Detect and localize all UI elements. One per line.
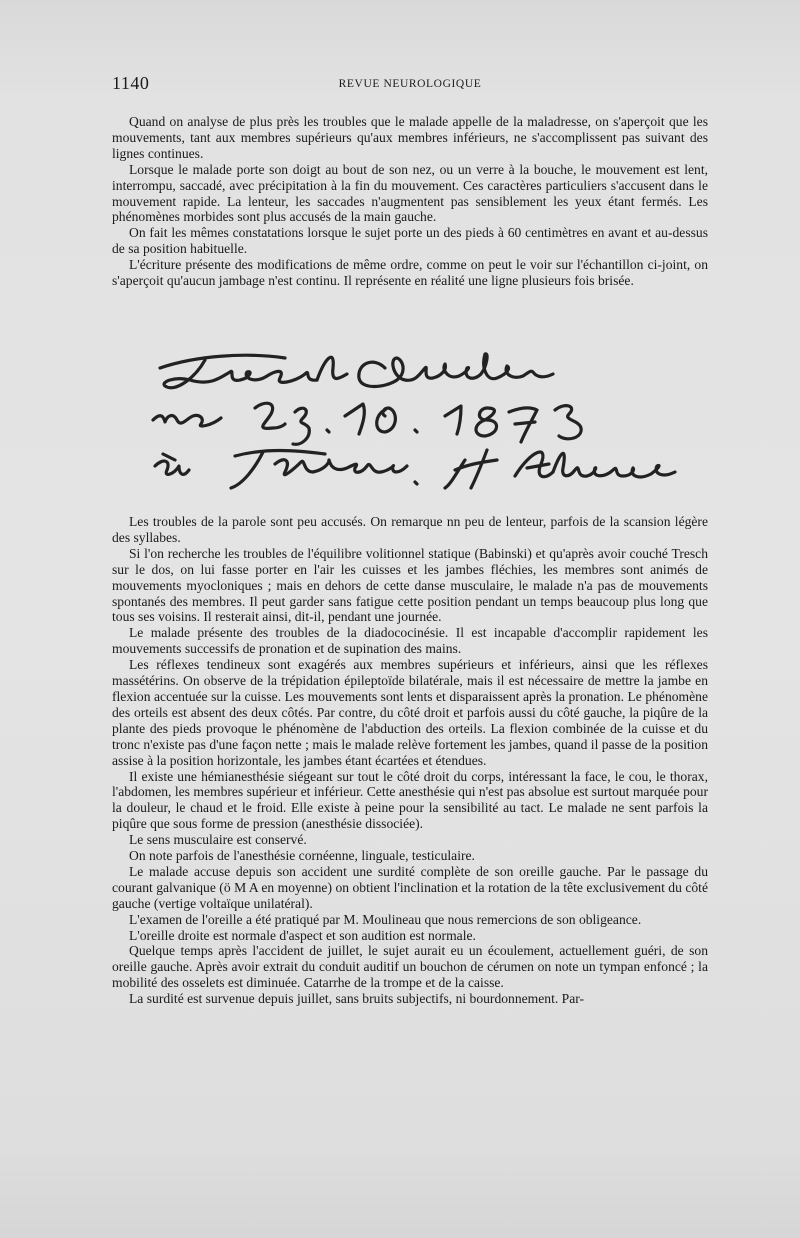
page-number: 1140	[112, 73, 150, 93]
paragraph: Il existe une hémianesthésie siégeant sur tout le côté droit du corps, intéressant la face, le cou, le thorax, l'abdomen, les membres supérieur et inférieur. Cette anesthésie qui n'est pas absolue est surtout marquée pour la douleur, le chaud et le froid. Elle existe à peine pour la sensibilité au tact. Le malade ne sent parfois la piqûre que sous forme de pression (anesthésie dissociée).	[112, 768, 708, 832]
paragraph: Si l'on recherche les troubles de l'équilibre volitionnel statique (Babinski) et qu'après avoir couché Tresch sur le dos, on lui fasse porter en l'air les cuisses et les jambes fléchies, les membres sont animés de mouvements myocloniques ; mais en dehors de cette danse musculaire, le malade n'a pas de mouvements spontanés des membres. Il peut garder sans fatigue cette position pendant un temps beaucoup plus long que tous ses voisins. Il resterait ainsi, dit-il, pendant une journée.	[112, 545, 708, 625]
handwriting-image	[135, 338, 695, 508]
paragraph: Les troubles de la parole sont peu accusés. On remarque nn peu de lenteur, parfois de la scansion légère des syllabes.	[112, 514, 708, 545]
paragraph: Le sens musculaire est conservé.	[129, 832, 307, 848]
paragraph: Quelque temps après l'accident de juillet, le sujet aurait eu un écoulement, actuellement guéri, de son oreille gauche. Après avoir extrait du conduit auditif un bouchon de cérumen on note un tympan enfoncé ; la mobilité des osselets est diminuée. Catarrhe de la trompe et de la caisse.	[112, 943, 708, 991]
paragraph: L'écriture présente des modifications de même ordre, comme on peut le voir sur l'échantillon ci-joint, on s'aperçoit qu'aucun jambage n'est continu. Il représente en réalité une ligne plusieurs fois brisée.	[112, 257, 708, 289]
paragraph: Lorsque le malade porte son doigt au bout de son nez, ou un verre à la bouche, le mouvement est lent, interrompu, saccadé, avec précipitation à la fin du mouvement. Ces caractères particuliers s'accusent dans le mouvement rapide. La lenteur, les saccades n'augmentent pas sensiblement les yeux étant fermés. Les phénomènes morbides sont plus accusés de la main gauche.	[112, 161, 708, 225]
body-text-bottom	[112, 514, 708, 1007]
paragraph: On fait les mêmes constatations lorsque le sujet porte un des pieds à 60 centimètres en avant et au-dessus de sa position habituelle.	[112, 225, 708, 257]
paragraph: Le malade présente des troubles de la diadococinésie. Il est incapable d'accomplir rapidement les mouvements successifs de pronation et de supination des mains.	[112, 625, 708, 657]
paragraph: Quand on analyse de plus près les troubles que le malade appelle de la maladresse, on s'aperçoit que les mouvements, tant aux membres supérieurs qu'aux membres inférieurs, ne s'accomplissent pas suivant des lignes continues.	[112, 114, 708, 161]
running-head: REVUE NEUROLOGIQUE	[338, 78, 482, 90]
body-text-top	[112, 114, 708, 289]
paragraph: Les réflexes tendineux sont exagérés aux membres supérieurs et inférieurs, ainsi que les réflexes massétérins. On observe de la trépidation épileptoïde bilatérale, mais il est nécessaire de mettre la jambe en flexion accentuée sur la cuisse. Les mouvements sont lents et disparaissent après la pronation. Le phénomène des orteils est absent des deux côtés. Par contre, du côté droit et parfois aussi du côté gauche, la piqûre de la plante des pieds provoque le phénomène de l'abduction des orteils. La flexion combinée de la cuisse et du tronc n'existe pas d'une façon nette ; mais le malade relève fortement les jambes, quand il passe de la position assise à la position horizontale, les jambes étant écartées et étendues.	[112, 657, 708, 768]
paragraph: Le malade accuse depuis son accident une surdité complète de son oreille gauche. Par le passage du courant galvanique (ö M A en moyenne) on obtient l'inclination et la rotation de la tête exclusivement du côté gauche (vertige voltaïque unilatéral).	[112, 863, 708, 911]
handwriting-sample	[135, 338, 695, 508]
paragraph: La surdité est survenue depuis juillet, sans bruits subjectifs, ni bourdonnement. Par-	[129, 991, 585, 1007]
paragraph: L'examen de l'oreille a été pratiqué par M. Moulineau que nous remercions de son obligeance.	[129, 911, 642, 927]
page-header	[112, 73, 708, 95]
paragraph: On note parfois de l'anesthésie cornéenne, linguale, testiculaire.	[129, 848, 475, 864]
paragraph: L'oreille droite est normale d'aspect et son audition est normale.	[129, 927, 476, 943]
